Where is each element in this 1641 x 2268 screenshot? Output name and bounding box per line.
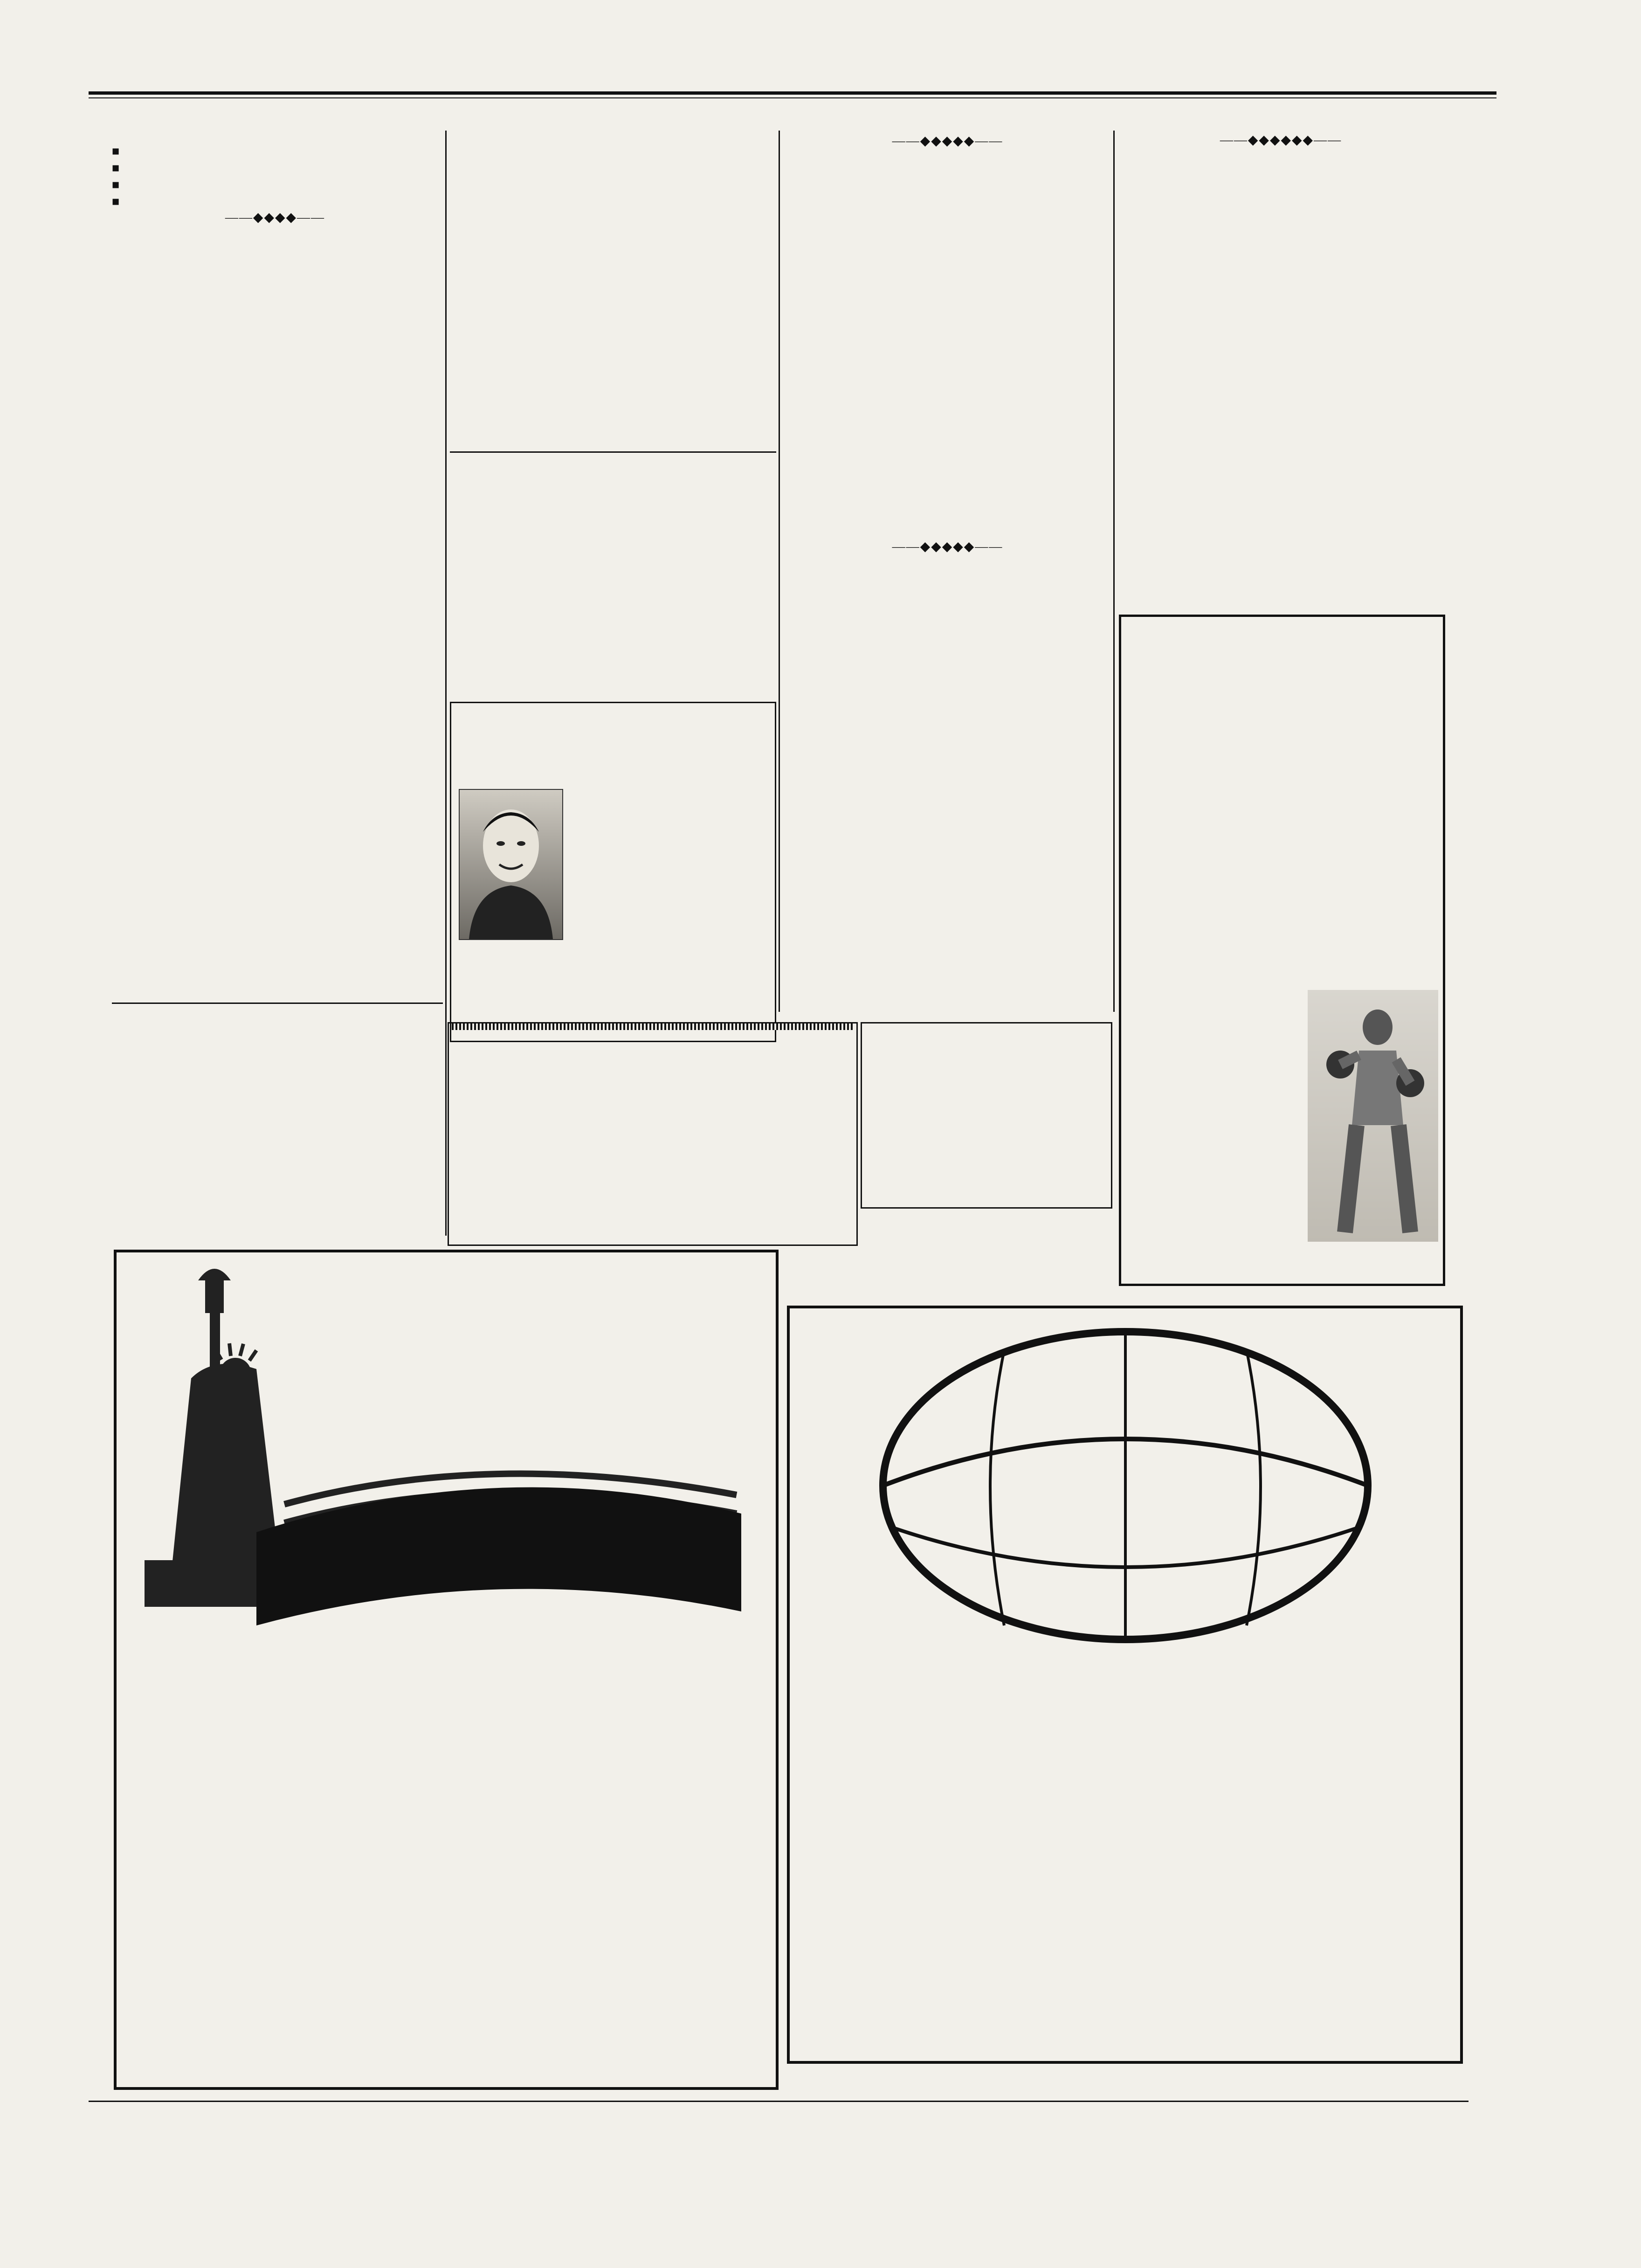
separator-dots: ——◆◆◆◆◆—— [892,134,1003,148]
dia-religioso-article [786,879,1110,881]
boxer-photo [1308,990,1438,1242]
separator-dots: ——◆◆◆◆◆—— [892,539,1003,554]
bbc-ad [787,1306,1463,2064]
festa-article [1119,130,1443,147]
salvamento-article [453,459,775,464]
column-rule [1113,131,1115,1012]
section-rule [112,1003,443,1004]
paragraph [112,177,438,192]
section-rule [450,451,776,453]
pavilhao-border [452,1023,853,1030]
statue-of-liberty-icon [117,1252,776,1635]
paragraph [112,144,438,159]
legiao-article [786,130,1110,148]
header-rule-thin [89,97,1496,98]
portrait-icon [460,790,562,939]
tardes-de-arte-article [112,578,438,583]
box-ad [1119,615,1445,1286]
alfaiates-article [1119,471,1443,473]
column-rule [779,131,780,1012]
separator-dots: ——◆◆◆◆◆◆—— [1220,133,1342,147]
exposicao-article [786,535,1110,554]
luso-photo [459,789,563,940]
globe-icon [790,1308,1460,1644]
vida-oficial-article [112,130,438,225]
header-rule [89,91,1496,95]
jantar-article [453,130,775,135]
vida-oficial-body [112,144,438,209]
separator-dots: ——◆◆◆◆—— [225,210,325,225]
america-ad [114,1250,779,2090]
footer-rule [89,2101,1469,2102]
casa-sintra-article [112,1008,441,1015]
paragraph [112,194,438,209]
luso-ad [450,702,776,1042]
pavilhao-ad [448,1022,858,1246]
outro-exito-ad [861,1022,1112,1209]
column-rule [445,131,447,1236]
paragraph [112,160,438,175]
boxer-icon [1308,990,1438,1242]
